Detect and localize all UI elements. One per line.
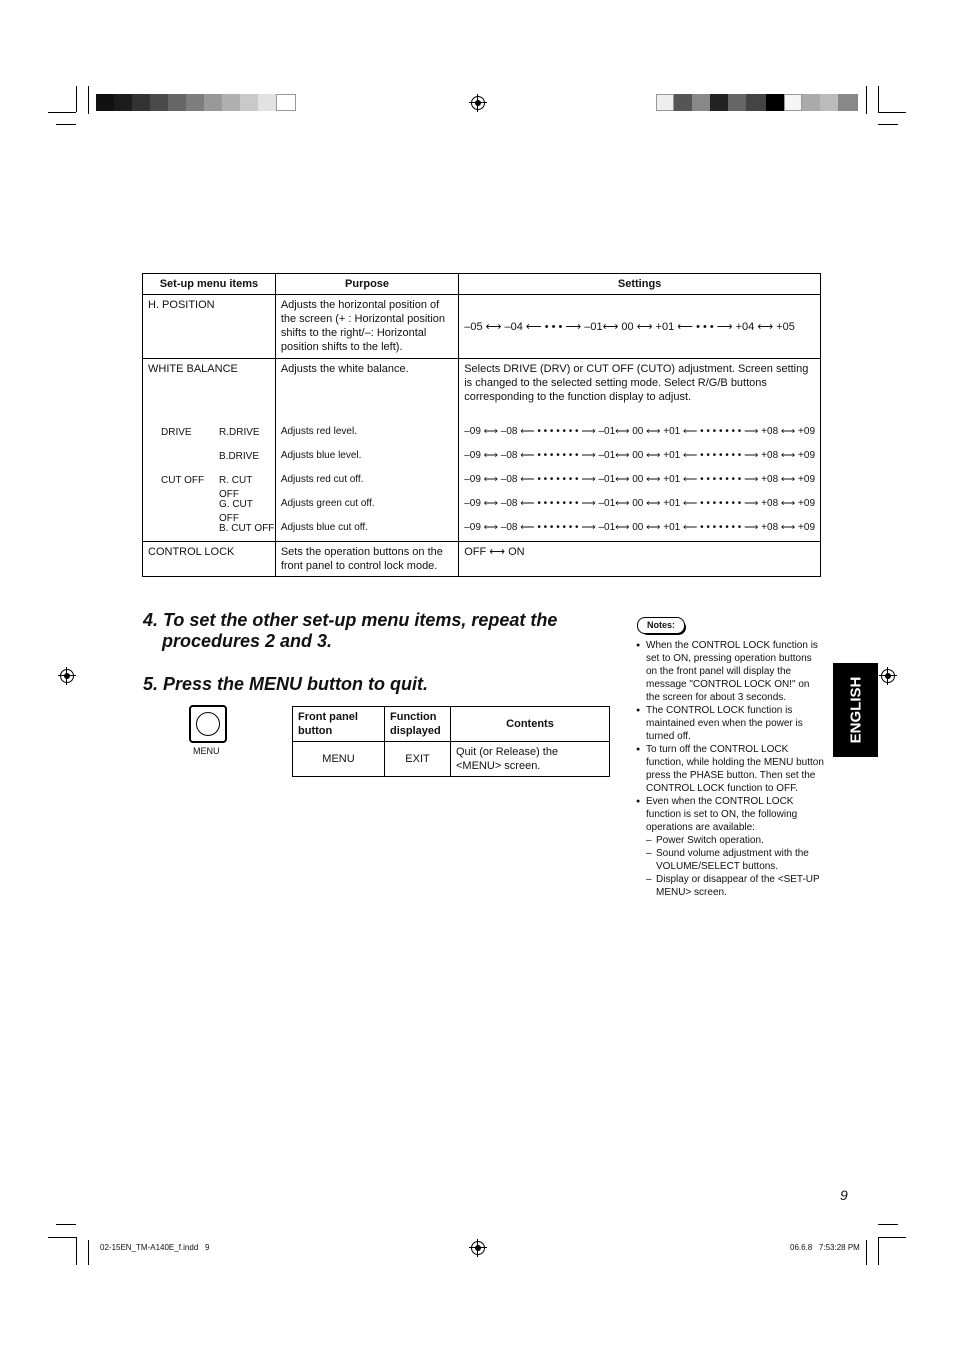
step-4-heading: 4. To set the other set-up menu items, repeat the procedures 2 and 3. <box>143 610 558 651</box>
footer-file-info: 02-15EN_TM-A140E_f.indd 9 <box>100 1243 210 1252</box>
sub-item-label: R.DRIVE <box>219 426 260 438</box>
settings-cell: OFF ⟷ ON <box>459 541 821 576</box>
column-header: Contents <box>451 707 610 742</box>
item-cell: H. POSITION <box>143 295 276 359</box>
step-5-heading: 5. Press the MENU button to quit. <box>143 674 429 694</box>
note-item: ● When the CONTROL LOCK function is set to ON, pressing operation buttons on the front panel will display the message "CONTROL LOCK ON!" on the screen for about 3 seconds. <box>636 639 824 704</box>
item-cell: CONTROL LOCK <box>143 541 276 576</box>
column-header: Settings <box>459 274 821 295</box>
menu-button-label: MENU <box>193 746 220 756</box>
purpose-cell: Adjusts blue cut off. <box>275 517 458 542</box>
purpose-cell: Adjusts red cut off. <box>275 469 458 493</box>
registration-mark-top <box>471 96 485 110</box>
cutoff-label: CUT OFF <box>161 474 205 486</box>
note-subitem: – Sound volume adjustment with the VOLUME/SELECT buttons. <box>636 847 824 873</box>
notes-list <box>636 639 824 899</box>
column-header: Front panel button <box>293 707 385 742</box>
note-item: ● To turn off the CONTROL LOCK function, while holding the MENU button press the PHASE button. Then set the CONTROL LOCK function to OFF. <box>636 743 824 795</box>
purpose-cell: Adjusts green cut off. <box>275 493 458 517</box>
table-row <box>143 295 821 359</box>
contents-cell: Quit (or Release) the <MENU> screen. <box>451 742 610 777</box>
table-header-row <box>293 707 610 742</box>
language-tab: ENGLISH <box>833 663 878 757</box>
table-row <box>143 541 821 576</box>
settings-cell: –05 ⟷ –04 ⟵ • • • ⟶ –01⟷ 00 ⟷ +01 ⟵ • • • ⟶ +04 ⟷ +05 <box>459 295 821 359</box>
table-row <box>143 421 821 445</box>
front-panel-button-cell: MENU <box>293 742 385 777</box>
table-row <box>143 469 821 493</box>
column-header: Purpose <box>275 274 458 295</box>
note-item: ● Even when the CONTROL LOCK function is set to ON, the following operations are available: <box>636 795 824 834</box>
table-row <box>293 742 610 777</box>
settings-cell: –09 ⟷ –08 ⟵ • • • • • • • ⟶ –01⟷ 00 ⟷ +01 ⟵ • • • • • • • ⟶ +08 ⟷ +09 <box>459 421 821 445</box>
settings-cell: –09 ⟷ –08 ⟵ • • • • • • • ⟶ –01⟷ 00 ⟷ +01 ⟵ • • • • • • • ⟶ +08 ⟷ +09 <box>459 493 821 517</box>
settings-cell: –09 ⟷ –08 ⟵ • • • • • • • ⟶ –01⟷ 00 ⟷ +01 ⟵ • • • • • • • ⟶ +08 ⟷ +09 <box>459 517 821 542</box>
function-displayed-cell: EXIT <box>385 742 451 777</box>
table-header-row <box>143 274 821 295</box>
footer-timestamp: 06.6.8 7:53:28 PM <box>790 1243 860 1252</box>
settings-cell: –09 ⟷ –08 ⟵ • • • • • • • ⟶ –01⟷ 00 ⟷ +01 ⟵ • • • • • • • ⟶ +08 ⟷ +09 <box>459 445 821 469</box>
purpose-cell: Sets the operation buttons on the front panel to control lock mode. <box>275 541 458 576</box>
note-item: ● The CONTROL LOCK function is maintained even when the power is turned off. <box>636 704 824 743</box>
registration-mark-left <box>60 669 74 683</box>
item-cell: WHITE BALANCE <box>143 359 276 421</box>
note-subitem: – Power Switch operation. <box>636 834 824 847</box>
notes-badge: Notes: <box>637 617 685 634</box>
sub-item-label: B. CUT OFF <box>219 522 275 534</box>
sub-item-label: R. CUT OFF <box>219 474 253 500</box>
table-row <box>143 445 821 469</box>
purpose-cell: Adjusts red level. <box>275 421 458 445</box>
settings-cell: –09 ⟷ –08 ⟵ • • • • • • • ⟶ –01⟷ 00 ⟷ +01 ⟵ • • • • • • • ⟶ +08 ⟷ +09 <box>459 469 821 493</box>
column-header: Set-up menu items <box>143 274 276 295</box>
settings-cell: Selects DRIVE (DRV) or CUT OFF (CUTO) adjustment. Screen setting is changed to the selected setting mode. Select R/G/B buttons corresponding to the function display to adjust. <box>459 359 821 421</box>
drive-label: DRIVE <box>161 426 192 438</box>
purpose-cell: Adjusts the horizontal position of the screen (+ : Horizontal position shifts to the right/–: Horizontal position shifts to the left). <box>275 295 458 359</box>
column-header: Function displayed <box>385 707 451 742</box>
registration-mark-right <box>881 669 895 683</box>
purpose-cell: Adjusts the white balance. <box>275 359 458 421</box>
table-row <box>143 359 821 421</box>
note-subitem: – Display or disappear of the <SET-UP MENU> screen. <box>636 873 824 899</box>
registration-mark-bottom <box>471 1241 485 1255</box>
page-number: 9 <box>840 1187 848 1203</box>
setup-menu-table <box>142 273 821 577</box>
sub-item-label: B.DRIVE <box>219 450 260 462</box>
sub-item-label: G. CUT OFF <box>219 498 253 524</box>
purpose-cell: Adjusts blue level. <box>275 445 458 469</box>
table-row <box>143 493 821 517</box>
menu-button-icon <box>189 705 227 743</box>
table-row <box>143 517 821 542</box>
menu-function-table <box>292 706 610 777</box>
